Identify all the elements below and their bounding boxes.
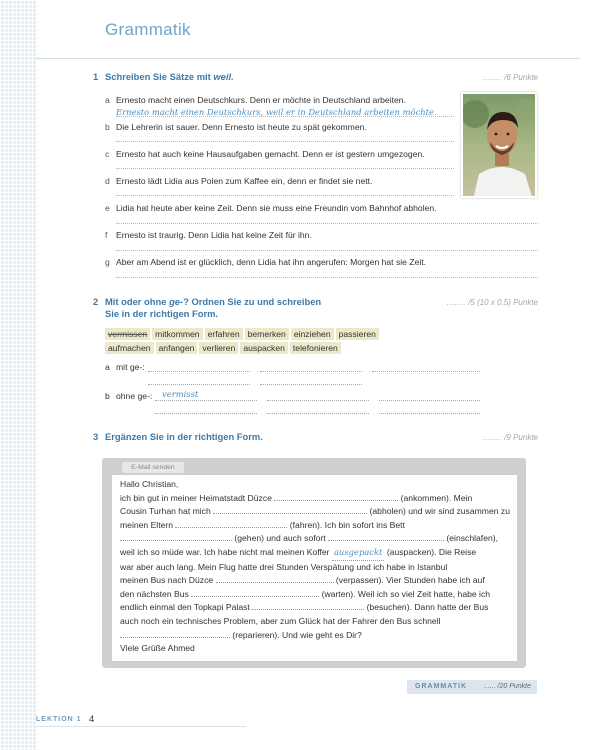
email-send-tab[interactable]: E-Mail senden [122,462,184,473]
email-line: (reparieren). Und wie geht es Dir? [120,629,511,643]
word-chip: einziehen [291,328,334,340]
exercise-1-item-a: a Ernesto macht einen Deutschkurs. Denn er möchte in Deutschland arbeiten. [105,95,406,105]
total-score-box [407,680,537,694]
page-title: Grammatik [105,20,191,39]
answer-line-d[interactable] [116,195,454,196]
email-blank[interactable] [191,588,319,597]
word-chip: vermissen [105,328,150,340]
word-chip: mitkommen [152,328,202,340]
exercise-2-points: ....... /5 (10 x 0,5) Punkte [446,298,538,307]
mit-ge-blank[interactable] [148,384,250,385]
ohne-ge-blank[interactable] [155,400,257,401]
title-divider [36,58,580,59]
email-line: war aber auch lang. Mein Flug hatte drei Stunden Verspätung und ich habe in Istanbul [120,561,448,572]
email-closing: Viele Grüße Ahmed [120,643,195,654]
exercise-1-item-e: e Lidia hat heute aber keine Zeit. Denn sie muss eine Freundin vom Bahnhof abholen. [105,203,437,213]
answer-line-f[interactable] [116,250,538,251]
word-chip: erfahren [205,328,243,340]
exercise-2-title: 2 Mit oder ohne ge-? Ordnen Sie zu und schreiben Sie in der richtigen Form. [93,296,322,319]
ohne-ge-blank[interactable] [379,413,480,414]
email-sample-answer: ausgepackt [332,546,385,561]
exercise-1-sample-answer: Ernesto macht einen Deutschkurs, weil er in Deutschland arbeiten möchte. [116,107,437,117]
word-bank [105,328,381,354]
mit-ge-blank[interactable] [260,384,362,385]
exercise-1-item-d: d Ernesto lädt Lidia aus Polen zum Kaffee ein, denn er findet sie nett. [105,176,373,186]
email-blank[interactable] [120,629,230,638]
word-chip: passieren [336,328,379,340]
exercise-1-points: ....... /6 Punkte [482,73,538,82]
ohne-ge-blank[interactable] [155,413,257,414]
email-line: ich bin gut in meiner Heimatstadt Düzce (ankommen). Mein [120,492,473,503]
email-blank[interactable] [216,574,334,583]
grid-margin [0,0,36,750]
email-line: Cousin Turhan hat mich (abholen) und wir sind zusammen zu [120,506,510,517]
exercise-1-item-b: b Die Lehrerin ist sauer. Denn Ernesto ist heute zu spät gekommen. [105,122,367,132]
exercise-1-item-g: g Aber am Abend ist er glücklich, denn Lidia hat ihn angerufen: Morgen hat sie Zeit. [105,257,427,267]
email-line: meinen Bus nach Düzce (verpassen). Vier Stunden habe ich auf [120,575,485,586]
exercise-1-item-c: c Ernesto hat auch keine Hausaufgaben gemacht. Denn er ist gestern umgezogen. [105,149,425,159]
word-chip: aufmachen [105,342,154,354]
footer-divider [36,726,246,727]
exercise-1-title: 1 Schreiben Sie Sätze mit weil. [93,71,234,82]
footer-lektion: LEKTION 1 [36,716,82,723]
word-chip: auspacken [240,342,288,354]
exercise-3-title: 3 Ergänzen Sie in der richtigen Form. [93,431,263,442]
email-greeting: Hallo Christian, [120,479,179,489]
email-blank[interactable] [120,532,232,541]
answer-line-c[interactable] [116,168,454,169]
ohne-ge-row-label: b ohne ge-: [105,391,153,401]
total-points: ...... /20 Punkte [483,683,531,690]
email-body [112,475,517,661]
email-line: (gehen) und auch sofort (einschlafen), [120,532,511,546]
exercise-1-item-f: f Ernesto ist traurig. Denn Lidia hat keine Zeit für ihn. [105,230,312,240]
mit-ge-blank[interactable] [148,371,250,372]
mit-ge-row-label: a mit ge-: [105,362,145,372]
email-blank[interactable] [274,492,398,501]
mit-ge-blank[interactable] [260,371,362,372]
word-chip: bemerken [245,328,289,340]
ohne-ge-blank[interactable] [267,413,369,414]
answer-line-b[interactable] [116,141,454,142]
exercise-3-points: ....... /9 Punkte [482,433,538,442]
email-line: endlich einmal den Topkapi Palast (besuchen). Dann hatte der Bus [120,602,489,613]
word-chip: verlieren [199,342,238,354]
ohne-ge-blank[interactable] [267,400,369,401]
word-chip: telefonieren [290,342,341,354]
email-line: meinen Eltern (fahren). Ich bin sofort ins Bett [120,519,405,530]
email-blank[interactable] [328,532,444,541]
email-blank[interactable] [175,519,287,528]
email-blank[interactable] [213,505,367,514]
word-chip: anfangen [156,342,198,354]
email-line: den nächsten Bus (warten). Weil ich so viel Zeit hatte, habe ich [120,588,491,599]
mit-ge-blank[interactable] [372,371,480,372]
email-line: weil ich so müde war. Ich habe nicht mal meinen Koffer ausgepackt (auspacken). Die Reise [120,546,511,561]
answer-line-a[interactable] [116,116,454,117]
page-number: 4 [89,714,95,725]
ohne-ge-blank[interactable] [379,400,480,401]
total-label: GRAMMATIK [415,683,468,690]
email-blank[interactable] [252,601,364,610]
answer-line-e[interactable] [116,223,538,224]
ernesto-photo [461,92,537,198]
answer-line-g[interactable] [116,277,538,278]
email-line: auch noch ein technisches Problem, aber zum Glück hat der Fahrer den Bus schnell [120,615,441,626]
ohne-ge-sample-answer: vermisst [162,389,199,399]
